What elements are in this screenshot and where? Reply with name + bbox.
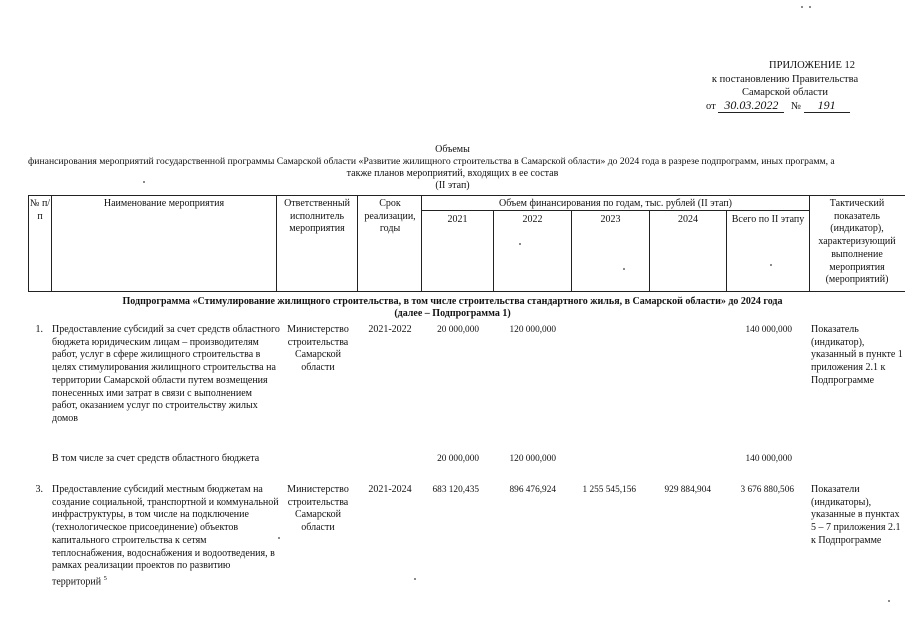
row-executor: Министерство строительства Самарской области — [287, 484, 349, 534]
row-executor: Министерство строительства Самарской области — [287, 324, 349, 374]
row-term: 2021-2024 — [368, 484, 412, 495]
th-indicator: Тактический показатель (индикатор), характеризующий выполнение мероприятия (мероприятий) — [818, 198, 896, 286]
date-value: 30.03.2022 — [718, 98, 784, 113]
row-2022: 896 476,924 — [509, 485, 556, 495]
row-indicator: Показатели (индикаторы), указанные в пунктах 5 – 7 приложения 2.1 к Подпрограмме — [811, 484, 901, 546]
heading-line2: финансирования мероприятий государственной программы Самарской области «Развитие жилищного строительства в Самарской области» до 2024 года в разрезе подпрограмм, иных программ, а — [28, 156, 835, 167]
row-2024: 929 884,904 — [664, 485, 711, 495]
th-term: Срок реализации, годы — [364, 198, 416, 235]
th-name: Наименование мероприятия — [103, 198, 225, 209]
row-2021: 20 000,000 — [437, 325, 479, 335]
th-year-2022: 2022 — [522, 214, 543, 225]
th-total: Всего по II этапу — [731, 214, 805, 225]
row-total: 140 000,000 — [745, 454, 792, 464]
row-name: Предоставление субсидий за счет средств областного бюджета юридическим лицам – производителям работ, услуг в сфере жилищного строительства в целях стимулирования жилищного строительства на территории Самарской области путем возмещения понесенных ими затрат в связи с выполнением работ, оказанием услуг по строительству жилых домов — [52, 324, 280, 424]
heading-line3: также планов мероприятий, входящих в ее состав — [346, 168, 559, 179]
number-value: 191 — [804, 98, 850, 113]
row-name: В том числе за счет средств областного бюджета — [52, 453, 260, 464]
row-name — [52, 484, 280, 589]
row-num: 3. — [35, 484, 43, 495]
date-prefix: от — [706, 101, 716, 112]
th-year-2021: 2021 — [447, 214, 468, 225]
row-total: 3 676 880,506 — [740, 485, 794, 495]
subprogram-line2: (далее – Подпрограмма 1) — [394, 308, 511, 319]
appendix-title: ПРИЛОЖЕНИЕ 12 — [769, 60, 855, 71]
appendix-line2: Самарской области — [742, 87, 828, 98]
row-total: 140 000,000 — [745, 325, 792, 335]
th-executor: Ответственный исполнитель мероприятия — [284, 198, 350, 235]
row-2021: 20 000,000 — [437, 454, 479, 464]
heading-line1: Объемы — [435, 144, 470, 155]
th-num: № п/п — [29, 198, 51, 222]
row-footnote: 5 — [103, 574, 107, 582]
subprogram-line1: Подпрограмма «Стимулирование жилищного строительства, в том числе строительства стандартного жилья, в Самарской области» до 2024 года — [122, 296, 783, 307]
appendix-line1: к постановлению Правительства — [711, 74, 859, 85]
row-2021: 683 120,435 — [432, 485, 479, 495]
row-name-text: Предоставление субсидий местным бюджетам на создание социальной, транспортной и коммунальной инфраструктуры, в том числе на подключение (технологическое присоединение) объектов капитального строительства к сетям теплоснабжения, водоснабжения и водоотведения, в рамках реализации проектов по развитию территорий — [52, 484, 279, 588]
row-2022: 120 000,000 — [509, 325, 556, 335]
number-sign: № — [790, 101, 801, 112]
row-2022: 120 000,000 — [509, 454, 556, 464]
th-year-2023: 2023 — [600, 214, 621, 225]
appendix-date-line — [706, 98, 850, 114]
th-year-2024: 2024 — [678, 214, 698, 225]
heading-line4: (II этап) — [435, 180, 470, 191]
row-2023: 1 255 545,156 — [582, 485, 636, 495]
th-funding: Объем финансирования по годам, тыс. рублей (II этап) — [498, 198, 732, 209]
row-num: 1. — [35, 324, 43, 335]
row-term: 2021-2022 — [368, 324, 412, 335]
row-indicator: Показатель (индикатор), указанный в пункте 1 приложения 2.1 к Подпрограмме — [811, 324, 903, 386]
